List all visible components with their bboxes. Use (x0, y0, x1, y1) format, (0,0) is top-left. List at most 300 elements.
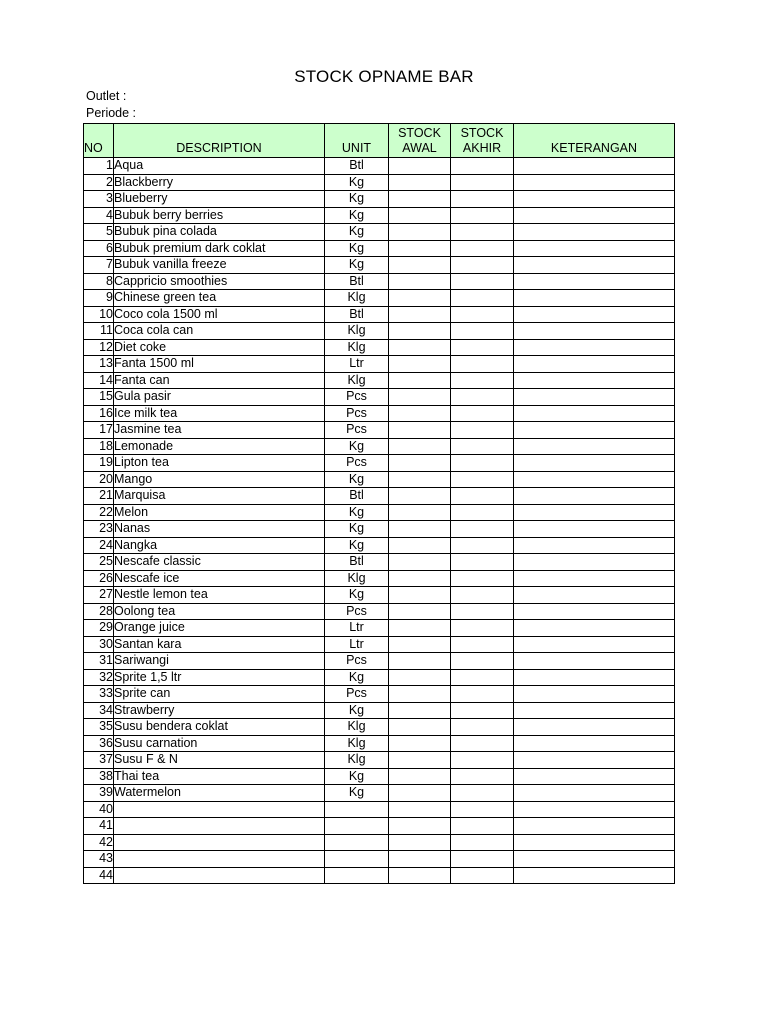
row-keterangan-cell[interactable] (514, 339, 675, 356)
row-stock-akhir-cell[interactable] (451, 653, 514, 670)
row-description: Ice milk tea (114, 405, 325, 422)
row-description (114, 834, 325, 851)
row-keterangan-cell[interactable] (514, 785, 675, 802)
row-unit: Pcs (325, 686, 389, 703)
row-number: 22 (84, 504, 114, 521)
row-description: Oolong tea (114, 603, 325, 620)
header-no: NO (84, 124, 114, 158)
row-stock-awal-cell[interactable] (389, 158, 451, 175)
row-number: 6 (84, 240, 114, 257)
row-description: Nestle lemon tea (114, 587, 325, 604)
row-number: 26 (84, 570, 114, 587)
row-keterangan-cell[interactable] (514, 306, 675, 323)
row-stock-akhir-cell[interactable] (451, 389, 514, 406)
table-row (84, 719, 675, 736)
table-row (84, 834, 675, 851)
row-description: Aqua (114, 158, 325, 175)
table-row (84, 504, 675, 521)
header-unit: UNIT (325, 124, 389, 158)
outlet-label: Outlet : (86, 89, 127, 103)
row-description: Coco cola 1500 ml (114, 306, 325, 323)
row-stock-akhir-cell[interactable] (451, 521, 514, 538)
table-row (84, 669, 675, 686)
row-stock-akhir-cell[interactable] (451, 273, 514, 290)
row-keterangan-cell[interactable] (514, 405, 675, 422)
table-body (84, 158, 675, 884)
row-stock-awal-cell[interactable] (389, 438, 451, 455)
table-row (84, 587, 675, 604)
table-row (84, 257, 675, 274)
row-unit: Kg (325, 257, 389, 274)
row-stock-awal-cell[interactable] (389, 224, 451, 241)
row-description (114, 818, 325, 835)
row-keterangan-cell[interactable] (514, 587, 675, 604)
row-number: 10 (84, 306, 114, 323)
header-stock-awal: STOCK AWAL (389, 124, 451, 158)
row-description: Bubuk premium dark coklat (114, 240, 325, 257)
row-number: 7 (84, 257, 114, 274)
row-stock-akhir-cell[interactable] (451, 191, 514, 208)
row-number: 18 (84, 438, 114, 455)
row-unit: Kg (325, 669, 389, 686)
row-stock-akhir-cell[interactable] (451, 686, 514, 703)
row-unit: Btl (325, 306, 389, 323)
row-stock-akhir-cell[interactable] (451, 438, 514, 455)
table-row (84, 851, 675, 868)
row-unit: Klg (325, 735, 389, 752)
row-keterangan-cell[interactable] (514, 389, 675, 406)
row-keterangan-cell[interactable] (514, 570, 675, 587)
table-row (84, 768, 675, 785)
table-row (84, 405, 675, 422)
row-stock-akhir-cell[interactable] (451, 719, 514, 736)
table-row (84, 174, 675, 191)
table-row (84, 686, 675, 703)
row-stock-awal-cell[interactable] (389, 537, 451, 554)
row-unit: Kg (325, 587, 389, 604)
row-description (114, 867, 325, 884)
table-row (84, 290, 675, 307)
table-row (84, 818, 675, 835)
row-stock-akhir-cell[interactable] (451, 207, 514, 224)
row-description: Sprite 1,5 ltr (114, 669, 325, 686)
row-stock-akhir-cell[interactable] (451, 174, 514, 191)
table-row (84, 240, 675, 257)
row-number: 24 (84, 537, 114, 554)
row-number: 27 (84, 587, 114, 604)
row-unit: Kg (325, 471, 389, 488)
row-unit: Kg (325, 504, 389, 521)
row-description: Gula pasir (114, 389, 325, 406)
row-stock-akhir-cell[interactable] (451, 554, 514, 571)
row-unit: Pcs (325, 455, 389, 472)
row-stock-awal-cell[interactable] (389, 570, 451, 587)
row-unit: Klg (325, 719, 389, 736)
row-keterangan-cell[interactable] (514, 735, 675, 752)
row-keterangan-cell[interactable] (514, 521, 675, 538)
row-stock-awal-cell[interactable] (389, 356, 451, 373)
row-unit: Kg (325, 768, 389, 785)
table-row (84, 339, 675, 356)
row-stock-awal-cell[interactable] (389, 801, 451, 818)
row-unit: Klg (325, 570, 389, 587)
row-number: 21 (84, 488, 114, 505)
row-description: Strawberry (114, 702, 325, 719)
row-stock-akhir-cell[interactable] (451, 372, 514, 389)
row-keterangan-cell[interactable] (514, 702, 675, 719)
table-row (84, 785, 675, 802)
row-number: 17 (84, 422, 114, 439)
row-description: Sprite can (114, 686, 325, 703)
row-number: 16 (84, 405, 114, 422)
row-stock-awal-cell[interactable] (389, 867, 451, 884)
row-stock-akhir-cell[interactable] (451, 587, 514, 604)
row-description (114, 851, 325, 868)
row-unit: Pcs (325, 422, 389, 439)
row-stock-akhir-cell[interactable] (451, 257, 514, 274)
header-description: DESCRIPTION (114, 124, 325, 158)
table-row (84, 801, 675, 818)
row-stock-akhir-cell[interactable] (451, 471, 514, 488)
row-unit: Btl (325, 488, 389, 505)
row-stock-awal-cell[interactable] (389, 686, 451, 703)
row-number: 38 (84, 768, 114, 785)
row-unit (325, 801, 389, 818)
row-keterangan-cell[interactable] (514, 471, 675, 488)
row-stock-akhir-cell[interactable] (451, 669, 514, 686)
table-row (84, 735, 675, 752)
row-number: 13 (84, 356, 114, 373)
row-keterangan-cell[interactable] (514, 686, 675, 703)
row-stock-awal-cell[interactable] (389, 174, 451, 191)
row-stock-akhir-cell[interactable] (451, 290, 514, 307)
row-unit: Ltr (325, 620, 389, 637)
row-stock-akhir-cell[interactable] (451, 224, 514, 241)
row-stock-awal-cell[interactable] (389, 785, 451, 802)
row-stock-awal-cell[interactable] (389, 207, 451, 224)
row-stock-awal-cell[interactable] (389, 339, 451, 356)
header-keterangan: KETERANGAN (514, 124, 675, 158)
row-stock-awal-cell[interactable] (389, 636, 451, 653)
row-stock-awal-cell[interactable] (389, 504, 451, 521)
row-number: 1 (84, 158, 114, 175)
row-unit: Ltr (325, 356, 389, 373)
row-stock-akhir-cell[interactable] (451, 537, 514, 554)
row-keterangan-cell[interactable] (514, 224, 675, 241)
row-keterangan-cell[interactable] (514, 174, 675, 191)
periode-label: Periode : (86, 106, 137, 120)
row-keterangan-cell[interactable] (514, 257, 675, 274)
stock-table (83, 123, 675, 884)
row-number: 5 (84, 224, 114, 241)
row-description: Santan kara (114, 636, 325, 653)
row-description: Bubuk vanilla freeze (114, 257, 325, 274)
row-stock-awal-cell[interactable] (389, 521, 451, 538)
row-stock-akhir-cell[interactable] (451, 323, 514, 340)
row-keterangan-cell[interactable] (514, 636, 675, 653)
row-description: Nanas (114, 521, 325, 538)
row-unit: Kg (325, 521, 389, 538)
row-stock-awal-cell[interactable] (389, 306, 451, 323)
row-stock-akhir-cell[interactable] (451, 570, 514, 587)
row-stock-akhir-cell[interactable] (451, 455, 514, 472)
row-unit: Klg (325, 752, 389, 769)
table-row (84, 752, 675, 769)
table-row (84, 389, 675, 406)
row-stock-awal-cell[interactable] (389, 620, 451, 637)
row-stock-akhir-cell[interactable] (451, 504, 514, 521)
row-stock-akhir-cell[interactable] (451, 834, 514, 851)
table-row (84, 422, 675, 439)
row-number: 33 (84, 686, 114, 703)
row-stock-awal-cell[interactable] (389, 488, 451, 505)
row-unit: Kg (325, 174, 389, 191)
row-number: 14 (84, 372, 114, 389)
row-description: Susu carnation (114, 735, 325, 752)
row-description: Bubuk berry berries (114, 207, 325, 224)
row-unit (325, 818, 389, 835)
row-keterangan-cell[interactable] (514, 554, 675, 571)
table-row (84, 471, 675, 488)
row-stock-akhir-cell[interactable] (451, 405, 514, 422)
row-keterangan-cell[interactable] (514, 818, 675, 835)
row-stock-akhir-cell[interactable] (451, 620, 514, 637)
row-number: 43 (84, 851, 114, 868)
row-number: 37 (84, 752, 114, 769)
row-description: Cappricio smoothies (114, 273, 325, 290)
row-number: 31 (84, 653, 114, 670)
row-description: Blackberry (114, 174, 325, 191)
row-unit (325, 851, 389, 868)
row-keterangan-cell[interactable] (514, 356, 675, 373)
row-stock-awal-cell[interactable] (389, 240, 451, 257)
row-stock-akhir-cell[interactable] (451, 752, 514, 769)
row-number: 35 (84, 719, 114, 736)
page-title: STOCK OPNAME BAR (294, 67, 474, 86)
row-unit: Pcs (325, 603, 389, 620)
table-row (84, 306, 675, 323)
row-stock-awal-cell[interactable] (389, 752, 451, 769)
row-number: 28 (84, 603, 114, 620)
row-unit: Pcs (325, 653, 389, 670)
row-stock-awal-cell[interactable] (389, 290, 451, 307)
row-number: 29 (84, 620, 114, 637)
row-keterangan-cell[interactable] (514, 653, 675, 670)
row-unit: Klg (325, 323, 389, 340)
table-row (84, 323, 675, 340)
row-description: Jasmine tea (114, 422, 325, 439)
row-description: Marquisa (114, 488, 325, 505)
row-description: Fanta can (114, 372, 325, 389)
row-number: 40 (84, 801, 114, 818)
row-description: Diet coke (114, 339, 325, 356)
table-row (84, 191, 675, 208)
row-unit (325, 867, 389, 884)
row-keterangan-cell[interactable] (514, 669, 675, 686)
table-row (84, 603, 675, 620)
row-stock-awal-cell[interactable] (389, 405, 451, 422)
row-stock-akhir-cell[interactable] (451, 735, 514, 752)
table-row (84, 224, 675, 241)
row-keterangan-cell[interactable] (514, 603, 675, 620)
row-number: 3 (84, 191, 114, 208)
row-stock-akhir-cell[interactable] (451, 306, 514, 323)
row-stock-akhir-cell[interactable] (451, 818, 514, 835)
table-row (84, 554, 675, 571)
row-stock-awal-cell[interactable] (389, 372, 451, 389)
row-keterangan-cell[interactable] (514, 191, 675, 208)
row-keterangan-cell[interactable] (514, 620, 675, 637)
row-description: Orange juice (114, 620, 325, 637)
row-unit: Btl (325, 273, 389, 290)
row-stock-akhir-cell[interactable] (451, 240, 514, 257)
table-row (84, 620, 675, 637)
table-row (84, 273, 675, 290)
table-row (84, 521, 675, 538)
row-stock-awal-cell[interactable] (389, 191, 451, 208)
row-description: Nangka (114, 537, 325, 554)
row-stock-awal-cell[interactable] (389, 719, 451, 736)
row-unit: Kg (325, 438, 389, 455)
row-description: Lipton tea (114, 455, 325, 472)
table-row (84, 438, 675, 455)
row-keterangan-cell[interactable] (514, 834, 675, 851)
row-stock-akhir-cell[interactable] (451, 356, 514, 373)
row-stock-akhir-cell[interactable] (451, 801, 514, 818)
row-stock-awal-cell[interactable] (389, 603, 451, 620)
row-description (114, 801, 325, 818)
row-description: Sariwangi (114, 653, 325, 670)
row-number: 15 (84, 389, 114, 406)
row-stock-awal-cell[interactable] (389, 323, 451, 340)
row-stock-akhir-cell[interactable] (451, 422, 514, 439)
row-stock-awal-cell[interactable] (389, 257, 451, 274)
row-stock-akhir-cell[interactable] (451, 867, 514, 884)
row-unit: Btl (325, 554, 389, 571)
row-number: 19 (84, 455, 114, 472)
row-number: 32 (84, 669, 114, 686)
row-unit: Pcs (325, 389, 389, 406)
row-unit (325, 834, 389, 851)
row-keterangan-cell[interactable] (514, 488, 675, 505)
row-stock-akhir-cell[interactable] (451, 785, 514, 802)
row-stock-akhir-cell[interactable] (451, 768, 514, 785)
row-keterangan-cell[interactable] (514, 801, 675, 818)
row-stock-awal-cell[interactable] (389, 669, 451, 686)
row-unit: Klg (325, 290, 389, 307)
row-unit: Kg (325, 224, 389, 241)
row-unit: Kg (325, 207, 389, 224)
row-keterangan-cell[interactable] (514, 290, 675, 307)
row-description: Bubuk pina colada (114, 224, 325, 241)
row-number: 9 (84, 290, 114, 307)
row-description: Susu F & N (114, 752, 325, 769)
table-row (84, 702, 675, 719)
row-keterangan-cell[interactable] (514, 240, 675, 257)
row-keterangan-cell[interactable] (514, 768, 675, 785)
table-header-row (84, 124, 675, 158)
row-unit: Klg (325, 339, 389, 356)
row-stock-awal-cell[interactable] (389, 422, 451, 439)
row-stock-awal-cell[interactable] (389, 735, 451, 752)
row-stock-awal-cell[interactable] (389, 389, 451, 406)
row-stock-awal-cell[interactable] (389, 818, 451, 835)
row-keterangan-cell[interactable] (514, 719, 675, 736)
row-unit: Pcs (325, 405, 389, 422)
row-stock-awal-cell[interactable] (389, 851, 451, 868)
row-stock-akhir-cell[interactable] (451, 488, 514, 505)
row-description: Lemonade (114, 438, 325, 455)
row-unit: Kg (325, 240, 389, 257)
row-keterangan-cell[interactable] (514, 752, 675, 769)
row-stock-akhir-cell[interactable] (451, 603, 514, 620)
row-description: Melon (114, 504, 325, 521)
row-description: Thai tea (114, 768, 325, 785)
row-number: 20 (84, 471, 114, 488)
row-stock-akhir-cell[interactable] (451, 851, 514, 868)
table-row (84, 636, 675, 653)
row-stock-awal-cell[interactable] (389, 702, 451, 719)
row-stock-awal-cell[interactable] (389, 554, 451, 571)
row-stock-awal-cell[interactable] (389, 834, 451, 851)
row-stock-awal-cell[interactable] (389, 471, 451, 488)
table-row (84, 570, 675, 587)
row-number: 25 (84, 554, 114, 571)
row-stock-awal-cell[interactable] (389, 653, 451, 670)
row-description: Chinese green tea (114, 290, 325, 307)
row-stock-awal-cell[interactable] (389, 768, 451, 785)
row-unit: Btl (325, 158, 389, 175)
row-keterangan-cell[interactable] (514, 207, 675, 224)
row-description: Fanta 1500 ml (114, 356, 325, 373)
row-keterangan-cell[interactable] (514, 537, 675, 554)
row-description: Nescafe classic (114, 554, 325, 571)
row-keterangan-cell[interactable] (514, 422, 675, 439)
table-row (84, 158, 675, 175)
table-row (84, 488, 675, 505)
row-description: Mango (114, 471, 325, 488)
row-keterangan-cell[interactable] (514, 455, 675, 472)
row-keterangan-cell[interactable] (514, 323, 675, 340)
row-keterangan-cell[interactable] (514, 372, 675, 389)
row-stock-awal-cell[interactable] (389, 273, 451, 290)
row-stock-awal-cell[interactable] (389, 455, 451, 472)
row-stock-akhir-cell[interactable] (451, 702, 514, 719)
row-keterangan-cell[interactable] (514, 438, 675, 455)
row-keterangan-cell[interactable] (514, 867, 675, 884)
row-description: Blueberry (114, 191, 325, 208)
row-stock-akhir-cell[interactable] (451, 158, 514, 175)
row-number: 41 (84, 818, 114, 835)
row-keterangan-cell[interactable] (514, 158, 675, 175)
row-unit: Kg (325, 191, 389, 208)
row-keterangan-cell[interactable] (514, 273, 675, 290)
row-keterangan-cell[interactable] (514, 851, 675, 868)
row-stock-akhir-cell[interactable] (451, 339, 514, 356)
table-row (84, 653, 675, 670)
row-stock-awal-cell[interactable] (389, 587, 451, 604)
table-row (84, 372, 675, 389)
row-number: 8 (84, 273, 114, 290)
row-stock-akhir-cell[interactable] (451, 636, 514, 653)
row-number: 34 (84, 702, 114, 719)
row-unit: Klg (325, 372, 389, 389)
row-keterangan-cell[interactable] (514, 504, 675, 521)
row-number: 44 (84, 867, 114, 884)
table-row (84, 537, 675, 554)
row-number: 36 (84, 735, 114, 752)
row-number: 42 (84, 834, 114, 851)
